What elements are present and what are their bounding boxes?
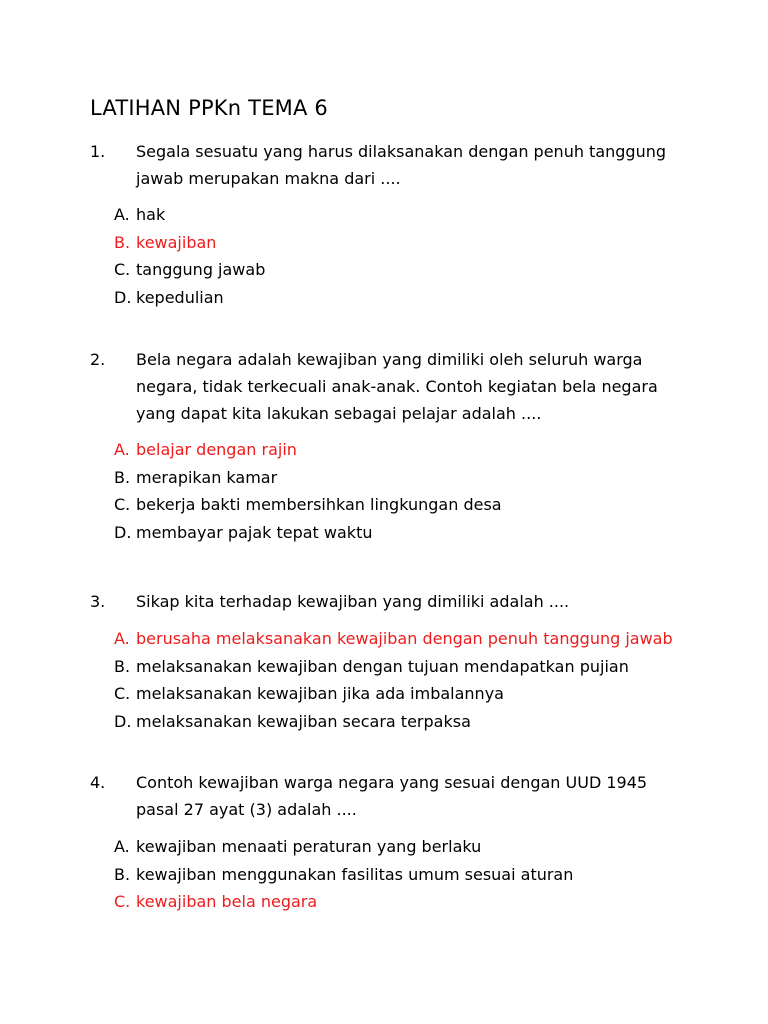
- option-b: [114, 229, 690, 257]
- question-4: [90, 769, 690, 916]
- question-body: Contoh kewajiban warga negara yang sesuai dengan UUD 1945 pasal 27 ayat (3) adalah ....: [136, 773, 648, 819]
- option-text: kewajiban menaati peraturan yang berlaku: [136, 837, 482, 856]
- option-letter: A.: [114, 440, 130, 459]
- option-d: [114, 284, 690, 312]
- option-b: [114, 653, 690, 681]
- option-text: melaksanakan kewajiban secara terpaksa: [136, 711, 471, 731]
- question-text: [90, 138, 690, 192]
- option-text: berusaha melaksanakan kewajiban dengan penuh tanggung jawab: [136, 629, 673, 648]
- option-text: tanggung jawab: [136, 260, 266, 279]
- option-letter: B.: [114, 864, 131, 884]
- option-text: belajar dengan rajin: [136, 440, 297, 459]
- option-text: kewajiban menggunakan fasilitas umum sesuai aturan: [136, 864, 574, 884]
- option-letter: C.: [114, 892, 131, 911]
- option-text: merapikan kamar: [136, 467, 278, 487]
- option-letter: A.: [114, 205, 130, 224]
- option-d: [114, 519, 690, 547]
- question-number: 4.: [90, 773, 106, 792]
- answer-options: [90, 625, 690, 735]
- question-number: 1.: [90, 142, 106, 161]
- option-text: membayar pajak tepat waktu: [136, 522, 373, 542]
- option-c: [114, 888, 690, 916]
- page-title: LATIHAN PPKn TEMA 6: [90, 96, 328, 120]
- option-letter: B.: [114, 232, 131, 252]
- option-text: hak: [136, 205, 166, 224]
- question-body: Segala sesuatu yang harus dilaksanakan dengan penuh tanggung jawab merupakan makna dari ....: [136, 142, 667, 188]
- question-number: 3.: [90, 592, 106, 611]
- question-1: [90, 138, 690, 311]
- option-text: kewajiban bela negara: [136, 892, 318, 911]
- option-text: melaksanakan kewajiban dengan tujuan mendapatkan pujian: [136, 656, 629, 676]
- option-text: melaksanakan kewajiban jika ada imbalannya: [136, 684, 504, 703]
- option-b: [114, 464, 690, 492]
- option-c: [114, 256, 690, 284]
- option-letter: A.: [114, 837, 130, 856]
- option-letter: D.: [114, 711, 132, 731]
- option-a: [114, 625, 690, 653]
- option-c: [114, 680, 690, 708]
- question-3: [90, 588, 690, 735]
- answer-options: [90, 201, 690, 311]
- question-body: Sikap kita terhadap kewajiban yang dimiliki adalah ....: [136, 592, 570, 611]
- option-letter: A.: [114, 629, 130, 648]
- question-body: Bela negara adalah kewajiban yang dimiliki oleh seluruh warga negara, tidak terkecuali anak-anak. Contoh kegiatan bela negara yang dapat kita lakukan sebagai pelajar adalah ....: [136, 350, 658, 423]
- option-a: [114, 436, 690, 464]
- option-letter: C.: [114, 260, 131, 279]
- option-letter: C.: [114, 684, 131, 703]
- option-text: kepedulian: [136, 287, 224, 307]
- option-a: [114, 833, 690, 861]
- option-a: [114, 201, 690, 229]
- question-2: [90, 346, 690, 546]
- option-letter: B.: [114, 656, 131, 676]
- option-text: kewajiban: [136, 232, 217, 252]
- question-text: [90, 588, 690, 615]
- option-c: [114, 491, 690, 519]
- option-text: bekerja bakti membersihkan lingkungan desa: [136, 495, 502, 514]
- question-text: [90, 346, 690, 427]
- answer-options: [90, 833, 690, 916]
- option-b: [114, 861, 690, 889]
- option-letter: C.: [114, 495, 131, 514]
- option-letter: D.: [114, 522, 132, 542]
- option-d: [114, 708, 690, 736]
- option-letter: B.: [114, 467, 131, 487]
- question-number: 2.: [90, 350, 106, 369]
- question-text: [90, 769, 690, 823]
- option-letter: D.: [114, 287, 132, 307]
- answer-options: [90, 436, 690, 546]
